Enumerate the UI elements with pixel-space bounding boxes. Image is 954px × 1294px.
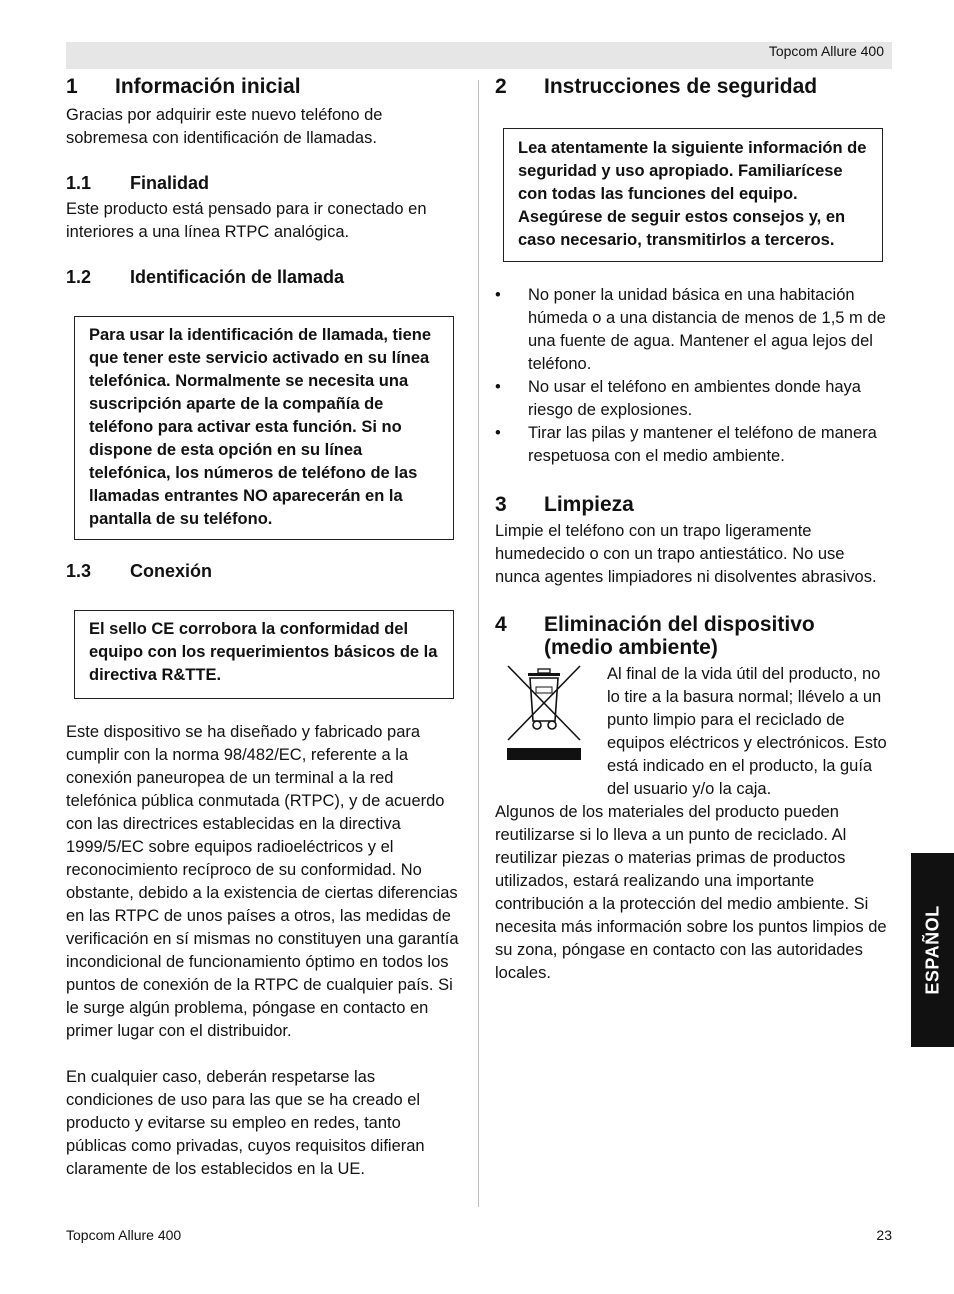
safety-bullet-list: [495, 284, 891, 468]
subsection-1-1-text: Este producto está pensado para ir conectado en interiores a una línea RTPC analógica.: [66, 200, 427, 241]
section-4-text: Algunos de los materiales del producto pueden reutilizarse si lo lleva a un punto de reciclado. Al reutilizar piezas o materias primas de productos utilizados, estará realizando una importante contribución a la protección del medio ambiente. Si necesita más información sobre los puntos limpios de su zona, póngase en contacto con las autoridades locales.: [495, 803, 887, 982]
list-item: [495, 284, 891, 376]
footer-page-number: 23: [876, 1227, 892, 1243]
section-number: 4: [495, 613, 507, 636]
weee-crossed-bin-icon: [505, 663, 583, 763]
connection-paragraph-2: En cualquier caso, deberán respetarse las condiciones de uso para las que se ha creado el producto y evitarse su empleo en redes, tanto públicas como privadas, cuyos requisitos difieran claramente de los establecidos en la UE.: [66, 1068, 425, 1178]
subsection-1-3-heading: [66, 560, 462, 582]
section-number: 1: [66, 75, 78, 98]
bullet-text: Tirar las pilas y mantener el teléfono de manera respetuosa con el medio ambiente.: [528, 424, 877, 465]
subsection-title: Conexión: [130, 561, 213, 581]
footer-product-name: Topcom Allure 400: [66, 1227, 182, 1243]
bullet-symbol: •: [495, 286, 501, 304]
subsection-number: 1.3: [66, 561, 92, 581]
section-title: [544, 613, 815, 659]
subsection-title: Identificación de llamada: [130, 267, 345, 287]
subsection-number: 1.2: [66, 267, 92, 287]
header-bar: [66, 42, 892, 69]
section-title-line-1: Eliminación del dispositivo: [544, 613, 815, 636]
subsection-title: Finalidad: [130, 173, 210, 193]
column-divider: [478, 80, 479, 1207]
section-4-heading: [495, 613, 891, 659]
weee-block: [495, 663, 891, 801]
bullet-text: No poner la unidad básica en una habitación húmeda o a una distancia de menos de 1,5 m de una fuente de agua. Mantener el agua lejos del teléfono.: [528, 286, 886, 373]
right-column: [495, 74, 891, 985]
section-title-line-2: (medio ambiente): [544, 636, 718, 659]
section-number: 2: [495, 75, 507, 98]
header-title: Topcom Allure 400: [768, 43, 884, 59]
language-side-tab: [911, 853, 954, 1047]
bullet-symbol: •: [495, 424, 501, 442]
section-title: Limpieza: [544, 493, 634, 516]
bullet-symbol: •: [495, 378, 501, 396]
subsection-number: 1.1: [66, 173, 92, 193]
list-item: [495, 422, 891, 468]
section-number: 3: [495, 493, 507, 516]
weee-icon-text: Al final de la vida útil del producto, no lo tire a la basura normal; llévelo a un punto limpio para el reciclado de equipos eléctricos y electrónicos. Esto está indicado en el producto, la guía del usuario y/o la caja.: [607, 665, 887, 798]
caller-id-notice-box: Para usar la identificación de llamada, tiene que tener este servicio activado en su línea telefónica. Normalmente se necesita una suscripción aparte de la compañía de teléfono para activar esta función. Si no dispone de esta opción en su línea telefónica, los números de teléfono de las llamadas entrantes NO aparecerán en la pantalla de su teléfono.: [74, 316, 454, 540]
left-column: [66, 74, 462, 1181]
safety-notice-box: Lea atentamente la siguiente información de seguridad y uso apropiado. Familiarícese con todas las funciones del equipo. Asegúrese de seguir estos consejos y, en caso necesario, transmitirlos a terceros.: [503, 128, 883, 262]
bullet-text: No usar el teléfono en ambientes donde haya riesgo de explosiones.: [528, 378, 861, 419]
subsection-1-1-heading: [66, 172, 462, 194]
section-title: Información inicial: [115, 75, 301, 98]
list-item: [495, 376, 891, 422]
section-2-heading: [495, 74, 891, 100]
subsection-1-2-heading: [66, 266, 462, 288]
connection-paragraph-1: Este dispositivo se ha diseñado y fabricado para cumplir con la norma 98/482/EC, referente a la conexión paneuropea de un terminal a la red telefónica pública conmutada (RTPC), y de acuerdo con las directrices establecidas en la directiva 1999/5/EC sobre equipos radioeléctricos y el reconocimiento recíproco de su conformidad. No obstante, debido a la existencia de ciertas diferencias en las RTPC de unos países a otros, las medidas de verificación en sí mismas no constituyen una garantía incondicional de funcionamiento óptimo en todos los puntos de conexión de la RTPC de cualquier país. Si le surge algún problema, póngase en contacto en primer lugar con el distribuidor.: [66, 723, 459, 1040]
section-3-text: Limpie el teléfono con un trapo ligeramente humedecido o con un trapo antiestático. No use nunca agentes limpiadores ni disolventes abrasivos.: [495, 522, 877, 586]
section-title: Instrucciones de seguridad: [544, 75, 818, 98]
section-3-heading: [495, 492, 891, 518]
section-1-heading: [66, 74, 462, 100]
section-1-intro: Gracias por adquirir este nuevo teléfono de sobremesa con identificación de llamadas.: [66, 106, 383, 147]
ce-notice-box: El sello CE corrobora la conformidad del equipo con los requerimientos básicos de la directiva R&TTE.: [74, 610, 454, 699]
language-side-tab-label: ESPAÑOL: [922, 905, 942, 995]
